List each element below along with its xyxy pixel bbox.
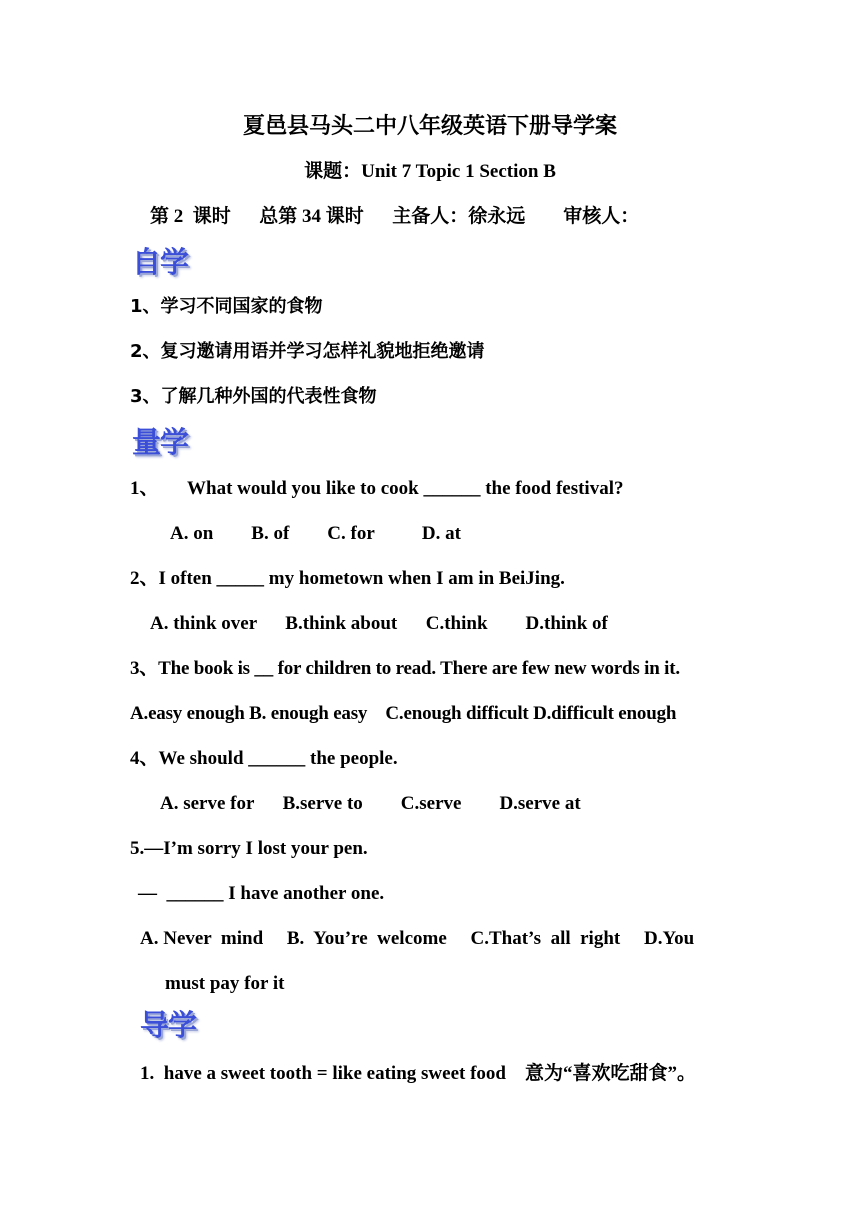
question-1-options: A. on B. of C. for D. at <box>170 523 461 544</box>
question-5: 5.—I’m sorry I lost your pen. <box>130 838 368 859</box>
page-title: 夏邑县马头二中八年级英语下册导学案 <box>242 113 617 138</box>
question-3-options: A.easy enough B. enough easy C.enough difficult D.difficult enough <box>130 703 677 724</box>
self-study-item: 1、学习不同国家的食物 <box>130 296 323 317</box>
question-2-options: A. think over B.think about C.think D.think of <box>150 613 608 634</box>
question-3: 3、The book is __ for children to read. There are few new words in it. <box>130 658 680 679</box>
lesson-meta: 第 2 课时 总第 34 课时 主备人：徐永远 审核人： <box>150 206 640 227</box>
question-4: 4、We should ______ the people. <box>130 748 398 769</box>
section-heading-guide: 导学 <box>140 1008 197 1042</box>
section-heading-self-study: 自学 <box>132 245 189 279</box>
guide-item: 1. have a sweet tooth = like eating sweet food 意为“喜欢吃甜食”。 <box>140 1063 696 1084</box>
question-4-options: A. serve for B.serve to C.serve D.serve at <box>160 793 581 814</box>
self-study-item: 2、复习邀请用语并学习怎样礼貌地拒绝邀请 <box>130 341 485 362</box>
lesson-subject: 课题：Unit 7 Topic 1 Section B <box>304 161 556 182</box>
question-1: 1、 What would you like to cook ______ the food festival? <box>130 478 624 499</box>
question-5-options-line2: must pay for it <box>165 973 285 994</box>
question-5-reply: — ______ I have another one. <box>138 883 385 904</box>
self-study-item: 3、了解几种外国的代表性食物 <box>130 386 377 407</box>
section-heading-quiz: 量学 <box>132 425 189 459</box>
question-2: 2、I often _____ my hometown when I am in BeiJing. <box>130 568 565 589</box>
question-5-options-line1: A. Never mind B. You’re welcome C.That’s all right D.You <box>140 928 695 949</box>
